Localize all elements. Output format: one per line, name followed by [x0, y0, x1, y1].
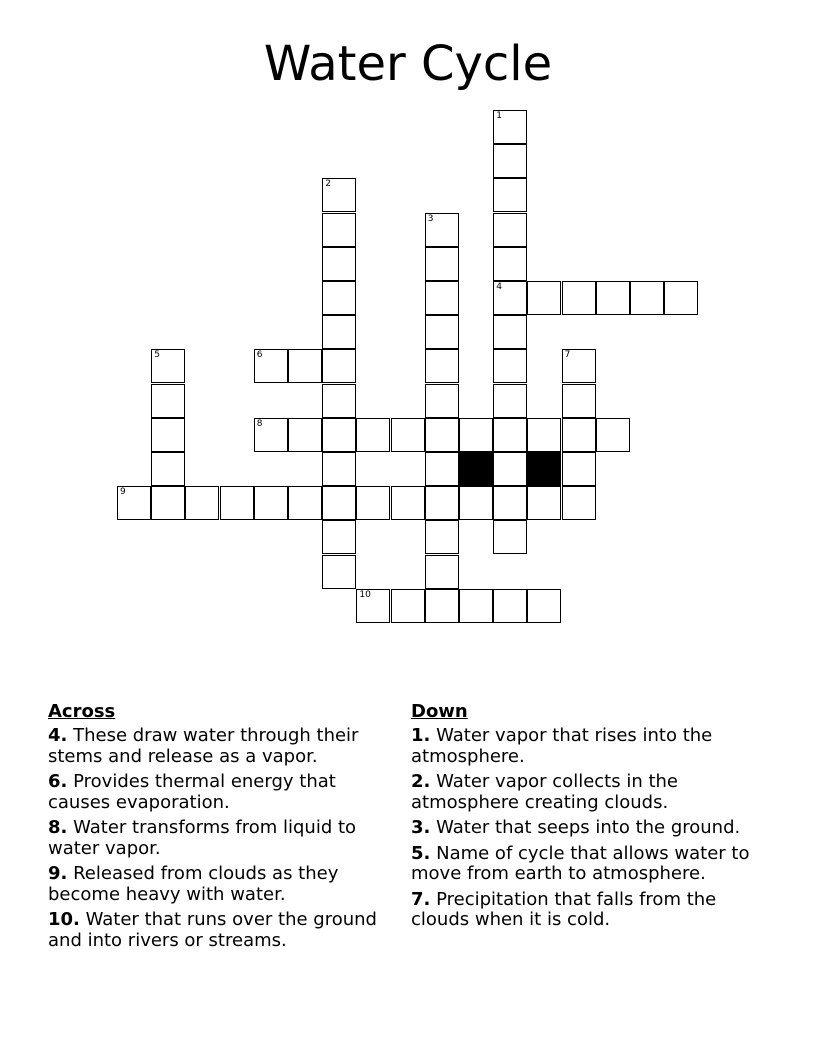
crossword-cell[interactable] [220, 486, 254, 520]
crossword-cell[interactable] [322, 555, 356, 589]
cell-number: 9 [120, 487, 126, 498]
crossword-cell[interactable] [254, 349, 288, 383]
clue-number: 3. [411, 817, 431, 838]
cell-number: 5 [154, 350, 160, 361]
crossword-cell[interactable] [493, 144, 527, 178]
crossword-cell[interactable] [425, 589, 459, 623]
clue-number: 10. [48, 909, 80, 930]
clue-number: 7. [411, 888, 431, 910]
crossword-cell[interactable] [288, 418, 322, 452]
crossword-cell[interactable] [322, 178, 356, 212]
cell-number: 6 [256, 350, 263, 361]
clue-text: Name of cycle that allows water to move from earth to atmosphere. [411, 842, 750, 884]
cell-number: 2 [325, 179, 331, 190]
crossword-cell[interactable] [425, 418, 459, 452]
clue-text: These draw water through their stems and release as a vapor. [48, 725, 359, 767]
across-clues [48, 701, 398, 956]
crossword-cell[interactable] [322, 315, 356, 349]
crossword-cell[interactable] [185, 486, 219, 520]
crossword-cell[interactable] [493, 247, 527, 281]
cell-number: 10 [359, 589, 371, 600]
clue-text: Water vapor collects in the atmosphere creating clouds. [411, 771, 678, 813]
crossword-cell[interactable] [322, 452, 356, 486]
crossword-cell[interactable] [322, 486, 356, 520]
crossword-cell[interactable] [425, 384, 459, 418]
crossword-cell[interactable] [391, 486, 425, 520]
clue-text: Water vapor that rises into the atmosphere. [411, 725, 713, 767]
crossword-cell[interactable] [391, 418, 425, 452]
clue-across-8 [48, 818, 398, 859]
clue-across-6 [48, 772, 398, 813]
down-clues [411, 701, 761, 936]
clue-across-4 [48, 726, 398, 767]
crossword-cell[interactable] [630, 281, 664, 315]
clue-text: Water that runs over the ground and into rivers or streams. [48, 909, 377, 951]
across-heading: Across [48, 701, 116, 722]
crossword-block [459, 452, 493, 486]
crossword-cell[interactable] [527, 589, 561, 623]
clue-text: Released from clouds as they become heavy with water. [48, 863, 339, 905]
crossword-cell[interactable] [151, 486, 185, 520]
clue-number: 6. [48, 771, 68, 792]
clue-down-5 [411, 844, 761, 885]
crossword-cell[interactable] [562, 349, 596, 383]
crossword-cell[interactable] [562, 486, 596, 520]
clue-number: 8. [48, 817, 68, 838]
clue-down-1 [411, 726, 761, 767]
crossword-cell[interactable] [151, 384, 185, 418]
crossword-cell[interactable] [562, 418, 596, 452]
crossword-cell[interactable] [288, 486, 322, 520]
crossword-cell[interactable] [254, 486, 288, 520]
crossword-cell[interactable] [425, 555, 459, 589]
clue-number: 9. [48, 863, 68, 884]
cell-number: 1 [496, 111, 502, 121]
clue-across-9 [48, 864, 398, 905]
crossword-cell[interactable] [117, 486, 151, 520]
crossword-cell[interactable] [425, 452, 459, 486]
crossword-cell[interactable] [493, 315, 527, 349]
clue-down-3 [411, 818, 761, 839]
crossword-cell[interactable] [562, 281, 596, 315]
crossword-cell[interactable] [322, 247, 356, 281]
clue-down-7 [411, 890, 761, 931]
crossword-cell[interactable] [425, 281, 459, 315]
crossword-cell[interactable] [493, 349, 527, 383]
crossword-cell[interactable] [425, 486, 459, 520]
crossword-cell[interactable] [596, 418, 630, 452]
cell-number: 4 [496, 282, 502, 292]
clue-text: Provides thermal energy that causes evaporation. [48, 771, 336, 813]
crossword-block [527, 452, 561, 486]
crossword-cell[interactable] [493, 384, 527, 418]
crossword-cell[interactable] [425, 349, 459, 383]
page-title: Water Cycle [263, 36, 553, 92]
crossword-cell[interactable] [493, 452, 527, 486]
crossword-cell[interactable] [493, 589, 527, 623]
crossword-cell[interactable] [527, 418, 561, 452]
crossword-cell[interactable] [322, 418, 356, 452]
crossword-cell[interactable] [356, 418, 390, 452]
clue-number: 2. [411, 771, 431, 792]
crossword-cell[interactable] [527, 486, 561, 520]
crossword-cell[interactable] [493, 418, 527, 452]
crossword-cell[interactable] [459, 589, 493, 623]
crossword-cell[interactable] [562, 384, 596, 418]
crossword-cell[interactable] [493, 110, 527, 144]
crossword-cell[interactable] [322, 349, 356, 383]
clue-number: 4. [48, 725, 68, 746]
crossword-cell[interactable] [322, 520, 356, 554]
crossword-cell[interactable] [322, 384, 356, 418]
clue-text: Precipitation that falls from the clouds when it is cold. [411, 888, 717, 930]
crossword-cell[interactable] [151, 452, 185, 486]
clue-text: Water transforms from liquid to water vapor. [48, 817, 357, 859]
crossword-cell[interactable] [527, 281, 561, 315]
crossword-cell[interactable] [493, 520, 527, 554]
crossword-cell[interactable] [493, 178, 527, 212]
crossword-cell[interactable] [391, 589, 425, 623]
crossword-cell[interactable] [596, 281, 630, 315]
crossword-cell[interactable] [425, 247, 459, 281]
crossword-cell[interactable] [493, 486, 527, 520]
crossword-cell[interactable] [425, 315, 459, 349]
crossword-cell[interactable] [459, 418, 493, 452]
clue-across-10 [48, 910, 398, 951]
clue-number: 5. [411, 842, 431, 864]
cell-number: 7 [564, 350, 571, 361]
crossword-cell[interactable] [356, 589, 390, 623]
clue-down-2 [411, 772, 761, 813]
clue-text: Water that seeps into the ground. [436, 817, 741, 838]
crossword-cell[interactable] [322, 213, 356, 247]
crossword-cell[interactable] [254, 418, 288, 452]
crossword-cell[interactable] [493, 281, 527, 315]
crossword-cell[interactable] [425, 213, 459, 247]
crossword-cell[interactable] [493, 213, 527, 247]
crossword-cell[interactable] [425, 520, 459, 554]
down-heading: Down [411, 701, 468, 722]
clue-number: 1. [411, 725, 431, 746]
cell-number: 8 [256, 418, 263, 429]
crossword-cell[interactable] [288, 349, 322, 383]
crossword-cell[interactable] [322, 281, 356, 315]
crossword-cell[interactable] [356, 486, 390, 520]
crossword-cell[interactable] [151, 349, 185, 383]
crossword-cell[interactable] [562, 452, 596, 486]
crossword-cell[interactable] [664, 281, 698, 315]
crossword-cell[interactable] [151, 418, 185, 452]
cell-number: 3 [427, 213, 434, 224]
crossword-cell[interactable] [459, 486, 493, 520]
